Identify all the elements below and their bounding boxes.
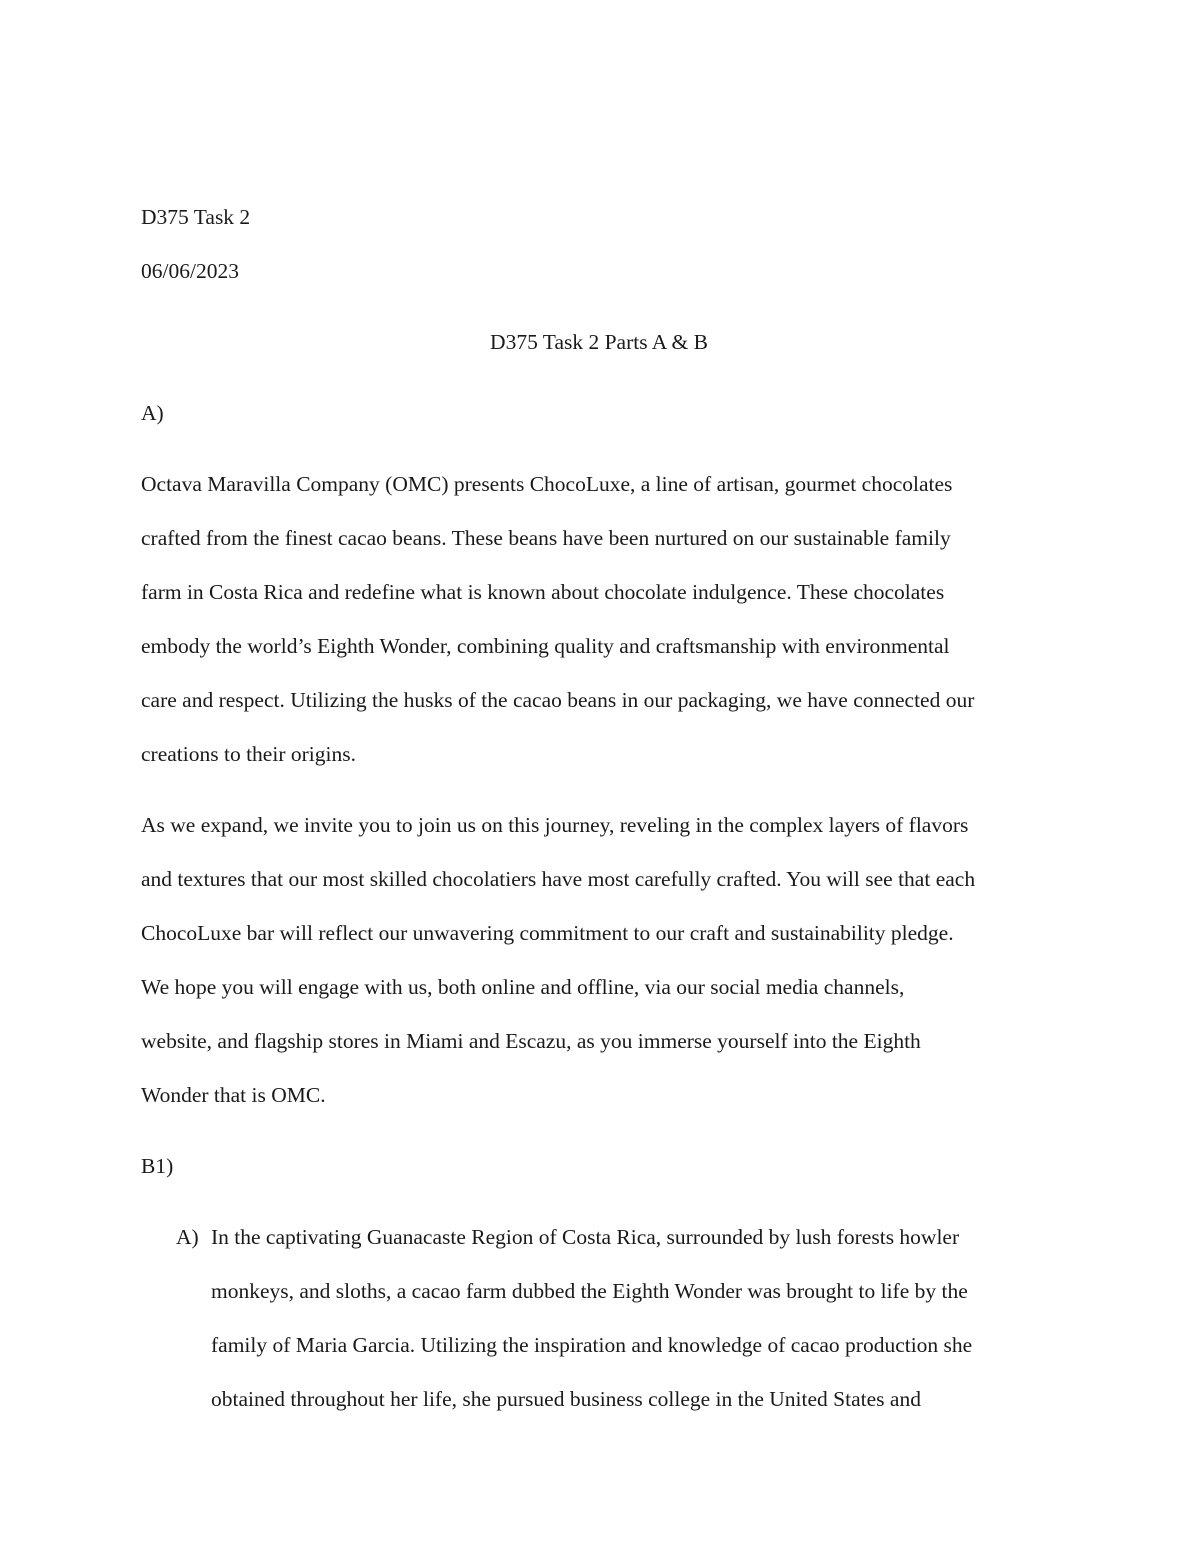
list-item-line: obtained throughout her life, she pursued business college in the United States and: [211, 1387, 921, 1411]
document-title: D375 Task 2 Parts A & B: [490, 330, 708, 354]
paragraph-line: care and respect. Utilizing the husks of the cacao beans in our packaging, we have connected our: [141, 688, 975, 712]
paragraph-line: crafted from the finest cacao beans. These beans have been nurtured on our sustainable family: [141, 526, 951, 550]
paragraph-line: As we expand, we invite you to join us on this journey, reveling in the complex layers of flavors: [141, 813, 969, 837]
paragraph-line: website, and flagship stores in Miami and Escazu, as you immerse yourself into the Eighth: [141, 1029, 921, 1053]
header-course-task: D375 Task 2: [141, 205, 251, 229]
list-item-line: In the captivating Guanacaste Region of Costa Rica, surrounded by lush forests howler: [211, 1225, 960, 1249]
section-a-paragraph-1: [141, 457, 1061, 781]
paragraph-line: Wonder that is OMC.: [141, 1083, 326, 1107]
paragraph-line: ChocoLuxe bar will reflect our unwavering commitment to our craft and sustainability pledge.: [141, 921, 954, 945]
document-body: [141, 190, 1061, 1426]
header-date: 06/06/2023: [141, 259, 239, 283]
section-b1-list: [141, 1210, 1061, 1426]
list-item: [141, 1210, 1061, 1426]
section-a-paragraph-2: [141, 798, 1061, 1122]
section-b1-label: B1): [141, 1154, 174, 1178]
list-item-line: monkeys, and sloths, a cacao farm dubbed the Eighth Wonder was brought to life by the: [211, 1279, 968, 1303]
paragraph-line: creations to their origins.: [141, 742, 356, 766]
paragraph-line: farm in Costa Rica and redefine what is known about chocolate indulgence. These chocolates: [141, 580, 945, 604]
section-a-label: A): [141, 401, 164, 425]
paragraph-line: Octava Maravilla Company (OMC) presents ChocoLuxe, a line of artisan, gourmet chocolates: [141, 472, 953, 496]
paragraph-line: and textures that our most skilled chocolatiers have most carefully crafted. You will see that each: [141, 867, 976, 891]
list-marker: A): [176, 1225, 199, 1249]
list-item-line: family of Maria Garcia. Utilizing the inspiration and knowledge of cacao production she: [211, 1333, 973, 1357]
paragraph-line: embody the world’s Eighth Wonder, combining quality and craftsmanship with environmental: [141, 634, 950, 658]
paragraph-line: We hope you will engage with us, both online and offline, via our social media channels,: [141, 975, 905, 999]
